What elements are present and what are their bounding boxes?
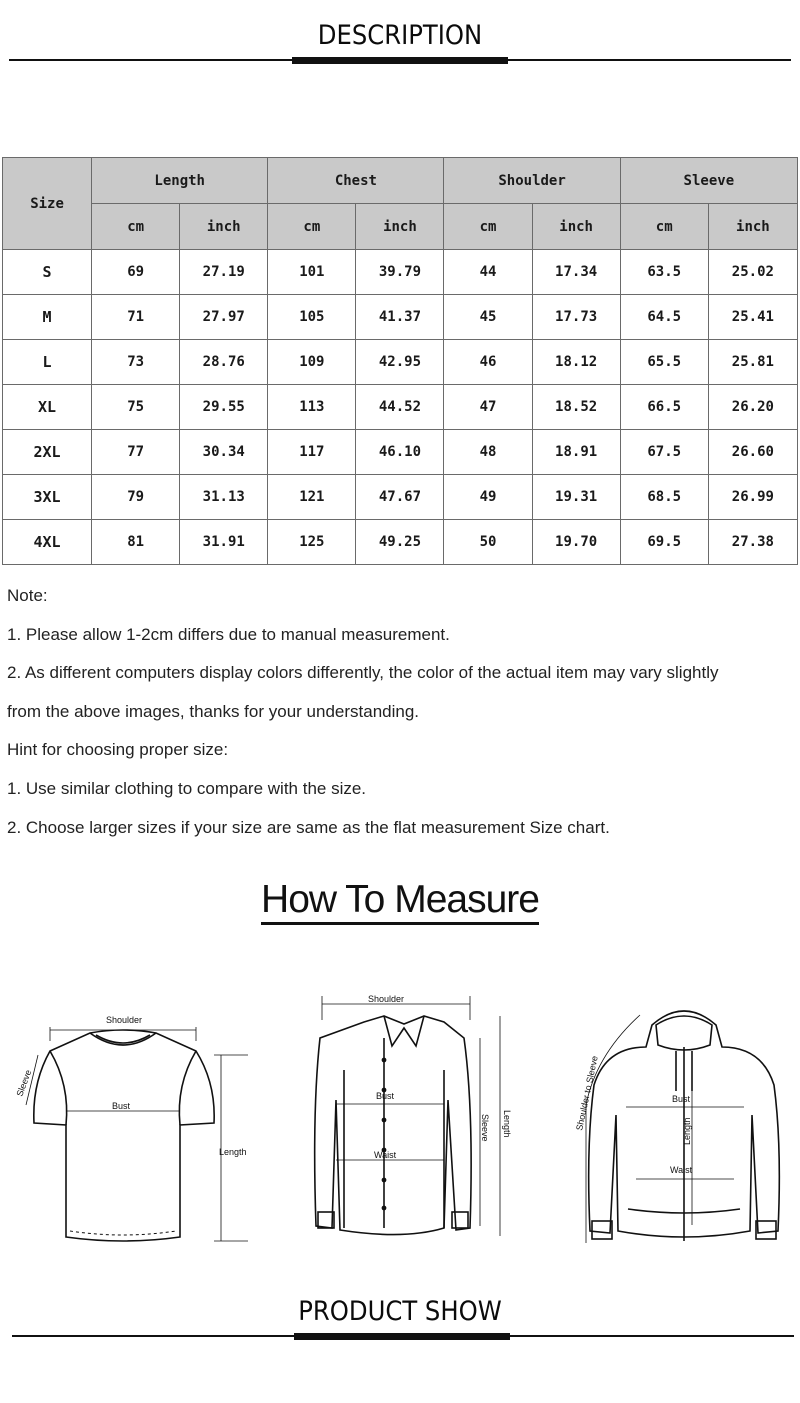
table-cell: 73	[92, 340, 180, 385]
tshirt-length-label: Length	[219, 1147, 247, 1157]
length-header: Length	[92, 158, 268, 204]
table-cell: 101	[268, 250, 356, 295]
size-cell: 2XL	[3, 430, 92, 475]
tshirt-sleeve-label: Sleeve	[14, 1068, 34, 1098]
size-cell: M	[3, 295, 92, 340]
note-line: 1. Please allow 1-2cm differs due to manual measurement.	[7, 624, 450, 644]
table-cell: 45	[444, 295, 532, 340]
table-cell: 18.91	[532, 430, 620, 475]
table-cell: 79	[92, 475, 180, 520]
table-cell: 69	[92, 250, 180, 295]
table-cell: 46.10	[356, 430, 444, 475]
size-cell: S	[3, 250, 92, 295]
hoodie-length-label: Length	[682, 1117, 692, 1145]
table-cell: 25.41	[708, 295, 797, 340]
table-cell: 109	[268, 340, 356, 385]
table-cell: 44.52	[356, 385, 444, 430]
shoulder-header: Shoulder	[444, 158, 620, 204]
table-unit-row	[3, 204, 798, 250]
table-cell: 121	[268, 475, 356, 520]
table-row	[3, 475, 798, 520]
size-chart-table	[2, 157, 798, 565]
table-cell: 30.34	[180, 430, 268, 475]
table-cell: 68.5	[620, 475, 708, 520]
notes-block	[7, 578, 797, 848]
table-cell: 65.5	[620, 340, 708, 385]
table-cell: 29.55	[180, 385, 268, 430]
table-cell: 41.37	[356, 295, 444, 340]
table-cell: 125	[268, 520, 356, 565]
table-cell: 28.76	[180, 340, 268, 385]
table-cell: 44	[444, 250, 532, 295]
table-cell: 47.67	[356, 475, 444, 520]
table-cell: 66.5	[620, 385, 708, 430]
how-to-measure-title-text: How To Measure	[261, 878, 539, 925]
table-cell: 39.79	[356, 250, 444, 295]
sleeve-header: Sleeve	[620, 158, 797, 204]
product-show-rule-bar	[294, 1333, 510, 1340]
table-cell: 27.38	[708, 520, 797, 565]
table-cell: 27.19	[180, 250, 268, 295]
table-cell: 17.34	[532, 250, 620, 295]
table-cell: 50	[444, 520, 532, 565]
unit-header: inch	[532, 204, 620, 250]
shirt-bust-label: Bust	[376, 1091, 395, 1101]
unit-header: cm	[444, 204, 532, 250]
tshirt-bust-label: Bust	[112, 1101, 131, 1111]
tshirt-diagram	[8, 1005, 258, 1255]
size-header: Size	[3, 158, 92, 250]
table-cell: 81	[92, 520, 180, 565]
note-heading: Note:	[7, 586, 48, 605]
table-cell: 75	[92, 385, 180, 430]
table-cell: 46	[444, 340, 532, 385]
unit-header: inch	[708, 204, 797, 250]
table-cell: 31.91	[180, 520, 268, 565]
table-cell: 42.95	[356, 340, 444, 385]
table-cell: 26.20	[708, 385, 797, 430]
unit-header: cm	[620, 204, 708, 250]
hint-line: 1. Use similar clothing to compare with the size.	[7, 778, 367, 798]
product-show-title: PRODUCT SHOW	[298, 1296, 502, 1327]
how-to-measure-title	[0, 878, 800, 922]
table-cell: 25.81	[708, 340, 797, 385]
table-cell: 67.5	[620, 430, 708, 475]
table-cell: 49.25	[356, 520, 444, 565]
description-title: DESCRIPTION	[317, 20, 483, 51]
table-cell: 105	[268, 295, 356, 340]
size-cell: XL	[3, 385, 92, 430]
table-cell: 48	[444, 430, 532, 475]
table-row	[3, 520, 798, 565]
shirt-diagram	[292, 990, 522, 1250]
table-row	[3, 385, 798, 430]
table-cell: 63.5	[620, 250, 708, 295]
shirt-sleeve-label: Sleeve	[480, 1114, 490, 1142]
table-cell: 18.52	[532, 385, 620, 430]
unit-header: cm	[92, 204, 180, 250]
note-line: 2. As different computers display colors differently, the color of the actual item may vary slightly	[7, 663, 719, 683]
table-header-row	[3, 158, 798, 204]
unit-header: inch	[356, 204, 444, 250]
unit-header: inch	[180, 204, 268, 250]
shirt-shoulder-label: Shoulder	[368, 994, 405, 1004]
description-header	[0, 0, 800, 70]
note-line: from the above images, thanks for your understanding.	[7, 701, 420, 721]
hoodie-diagram	[572, 995, 792, 1255]
table-cell: 26.99	[708, 475, 797, 520]
table-cell: 19.70	[532, 520, 620, 565]
size-cell: 3XL	[3, 475, 92, 520]
size-cell: L	[3, 340, 92, 385]
product-show-header	[0, 1290, 800, 1350]
table-row	[3, 430, 798, 475]
hoodie-shoulder-to-sleeve-label: Shoulder to Sleeve	[574, 1054, 600, 1132]
tshirt-shoulder-label: Shoulder	[106, 1015, 143, 1025]
table-cell: 69.5	[620, 520, 708, 565]
table-cell: 77	[92, 430, 180, 475]
table-cell: 17.73	[532, 295, 620, 340]
table-row	[3, 295, 798, 340]
shirt-waist-label: Waist	[374, 1150, 397, 1160]
table-cell: 26.60	[708, 430, 797, 475]
table-cell: 18.12	[532, 340, 620, 385]
hoodie-waist-label: Waist	[670, 1165, 693, 1175]
table-cell: 71	[92, 295, 180, 340]
table-cell: 113	[268, 385, 356, 430]
table-cell: 19.31	[532, 475, 620, 520]
table-cell: 49	[444, 475, 532, 520]
unit-header: cm	[268, 204, 356, 250]
description-rule-bar	[292, 57, 508, 64]
table-cell: 31.13	[180, 475, 268, 520]
hint-heading: Hint for choosing proper size:	[7, 740, 229, 760]
hint-line: 2. Choose larger sizes if your size are same as the flat measurement Size chart.	[7, 817, 610, 837]
table-cell: 47	[444, 385, 532, 430]
chest-header: Chest	[268, 158, 444, 204]
table-cell: 27.97	[180, 295, 268, 340]
table-cell: 117	[268, 430, 356, 475]
table-row	[3, 340, 798, 385]
shirt-length-label: Length	[502, 1110, 512, 1138]
table-cell: 64.5	[620, 295, 708, 340]
table-cell: 25.02	[708, 250, 797, 295]
table-row	[3, 250, 798, 295]
hoodie-bust-label: Bust	[672, 1094, 691, 1104]
size-cell: 4XL	[3, 520, 92, 565]
